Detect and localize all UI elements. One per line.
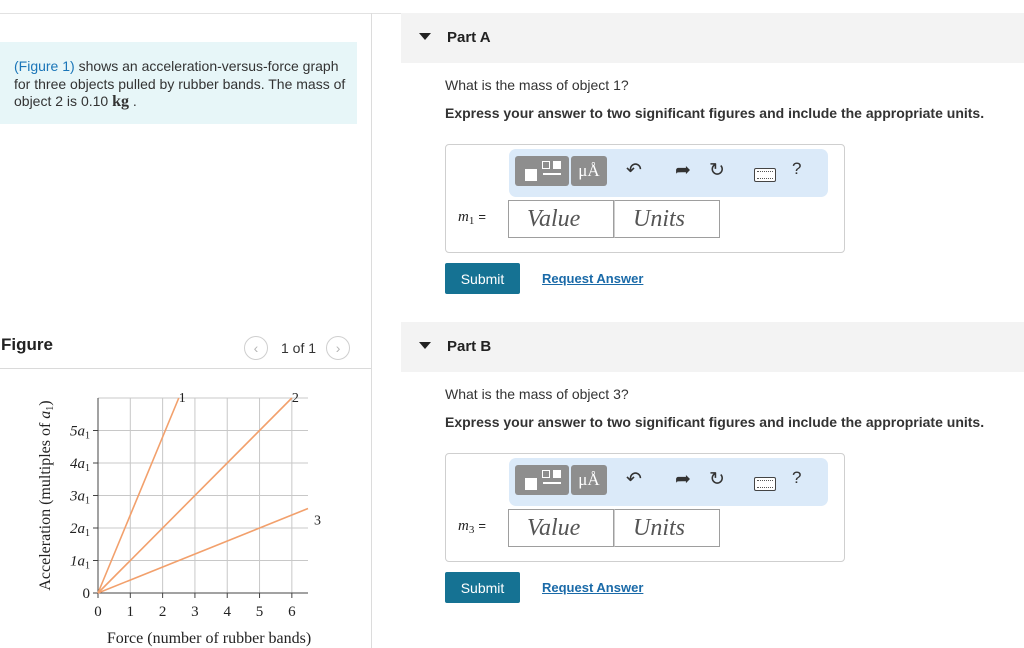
figure-heading: Figure [1,335,53,354]
figure-divider [0,368,371,369]
y-tick-label: $3a_1$ [70,488,90,507]
acceleration-force-chart [0,372,371,648]
y-tick-label: $4a_1$ [70,456,90,474]
y-tick-label: 0 [82,586,90,602]
mass-unit: kg [112,93,129,110]
x-tick-label: 5 [255,604,264,620]
pager-text: 1 of 1 [281,340,317,356]
part-b-question: What is the mass of object 3? [445,386,629,402]
part-a-instruction: Express your answer to two significant figures and include the appropriate units. [445,105,985,121]
part-b-value-input[interactable] [509,510,613,546]
redo-icon[interactable]: ➦ [675,469,691,490]
figure-graph [0,372,371,648]
equals-sign: = [478,518,486,533]
templates-icon[interactable] [515,156,569,186]
var-subscript: 3 [468,524,475,536]
part-b-request-answer-link[interactable]: Request Answer [542,580,644,595]
part-a-units-input[interactable] [615,201,719,237]
part-b-submit-button[interactable]: Submit [445,572,520,603]
keyboard-icon[interactable] [754,168,776,182]
undo-icon[interactable]: ↶ [626,160,642,181]
y-axis-label: Acceleration (multiples of a1) [37,400,56,591]
figure-pager [244,336,358,360]
series-line-3 [98,509,308,594]
part-a-value-input[interactable] [509,201,613,237]
help-icon[interactable]: ? [792,468,802,487]
collapse-triangle-icon [419,33,431,40]
part-a-title: Part A [447,29,491,46]
part-a-question: What is the mass of object 1? [445,77,629,93]
var-symbol: m [458,209,469,225]
part-a-units-field[interactable] [614,200,720,238]
part-a-header[interactable] [401,13,1024,63]
part-b-units-field[interactable] [614,509,720,547]
column-divider [371,13,372,648]
templates-icon[interactable] [515,465,569,495]
equals-sign: = [478,209,486,224]
figure-link[interactable]: (Figure 1) [14,58,75,74]
y-tick-label: $1a_1$ [70,553,90,572]
help-icon[interactable]: ? [792,159,802,178]
reset-icon[interactable]: ↻ [709,469,725,490]
part-a-request-answer-link[interactable]: Request Answer [542,271,644,286]
part-a-math-toolbar [509,149,828,197]
collapse-triangle-icon [419,342,431,349]
x-tick-label: 3 [191,604,199,620]
x-tick-label: 2 [158,604,167,620]
var-symbol: m [458,518,469,534]
part-b-units-input[interactable] [615,510,719,546]
series-label-3: 3 [314,513,321,529]
series-label-2: 2 [291,391,299,406]
part-a-answer-box [445,144,845,253]
part-b-value-field[interactable] [508,509,614,547]
part-a-submit-button[interactable]: Submit [445,263,520,294]
chevron-left-icon[interactable]: ‹ [244,336,268,360]
part-b-title: Part B [447,338,492,355]
var-subscript: 1 [468,215,475,227]
x-axis-label: Force (number of rubber bands) [106,630,312,647]
series-label-1: 1 [178,391,186,406]
part-a-value-field[interactable] [508,200,614,238]
part-b-instruction: Express your answer to two significant figures and include the appropriate units. [445,414,985,430]
redo-icon[interactable]: ➦ [675,160,691,181]
part-b-variable-label [458,518,486,536]
intro-end: . [128,93,137,109]
y-tick-label: $2a_1$ [70,521,90,539]
part-b-header[interactable] [401,322,1024,372]
part-b-answer-box [445,453,845,562]
mass-value: 0.10 [80,93,109,109]
problem-intro [0,42,357,124]
intro-text: shows an acceleration-versus-force graph for three objects pulled by rubber bands. The mass of object 2 is [14,58,346,109]
chevron-right-icon[interactable]: › [326,336,350,360]
x-tick-label: 6 [288,604,296,620]
x-tick-label: 0 [94,604,102,620]
undo-icon[interactable]: ↶ [626,469,642,490]
part-a-variable-label [458,209,486,227]
units-icon[interactable]: μÅ [571,465,607,495]
x-tick-label: 1 [126,604,135,620]
x-tick-label: 4 [223,604,231,620]
reset-icon[interactable]: ↻ [709,160,725,181]
y-tick-label: $5a_1$ [70,423,90,442]
keyboard-icon[interactable] [754,477,776,491]
part-b-math-toolbar [509,458,828,506]
units-icon[interactable]: μÅ [571,156,607,186]
